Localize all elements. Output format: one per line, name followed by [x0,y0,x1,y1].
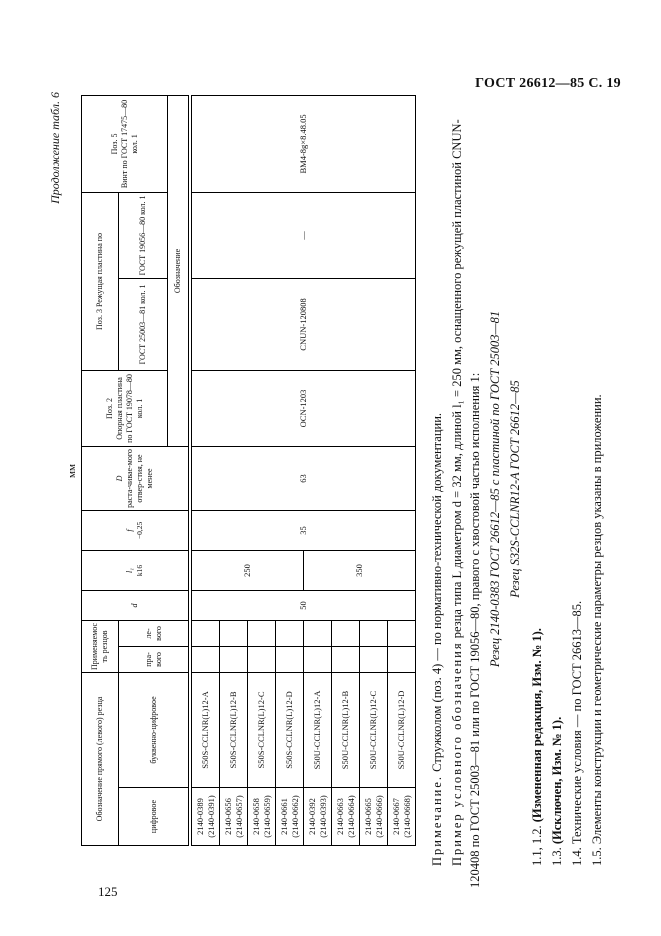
applicability-right-cell [388,646,416,672]
screw-cell: ВМ4-8g×8.48.05 [190,95,416,192]
table-row [190,95,220,845]
code-cell: 2140-0667 (2140-0668) [388,788,416,846]
header-pos5-screw: Поз. 5 Винт по ГОСТ 17475—80 кол. 1 [82,95,168,192]
header-bore-diameter: D раста-чивае-мого отвер-стия, не менее [82,446,191,510]
alpha-cell: S50S-CCLNR(L)12-C [248,672,276,787]
applicability-left-cell [276,620,304,646]
applicability-left-cell [388,620,416,646]
amendment-item: 1.5. Элементы конструкции и геометрические параметры резцов указаны в приложении. [590,394,604,866]
code-cell: 2140-0665 (2140-0666) [360,788,388,846]
alpha-cell: S50U-CCLNR(L)12-B [332,672,360,787]
code-cell: 2140-0392 (2140-0393) [304,788,332,846]
note-paragraph: Примечание. Стружколом (поз. 4) — по нормативно-технической документации. [430,412,444,866]
alpha-cell: S50U-CCLNR(L)12-C [360,672,388,787]
cutter-designation-table [81,95,416,846]
header-applicability-group: Применяемость резцов [82,620,119,672]
example-designation-line2: Резец S32S-CCLNR12-A ГОСТ 26612—85 [507,380,522,598]
example-designation-line1: Резец 2140-0383 ГОСТ 26612—85 с пластиной по ГОСТ 25003—81 [488,310,503,668]
header-alphanumeric: буквенно-цифровое [119,672,191,787]
code-cell: 2140-0656 (2140-0657) [220,788,248,846]
amendment-item: 1.3. (Исключен, Изм. № 1). [549,716,564,866]
applicability-left-cell [248,620,276,646]
applicability-right-cell [276,646,304,672]
header-left-hand: ле-вого [119,620,191,646]
header-l1: l₁ k16 [82,550,191,590]
applicability-right-cell [190,646,220,672]
header-designation-group: Обозначение прямого (левого) резца [82,672,119,845]
header-d: d [82,590,191,620]
alpha-cell: S50U-CCLNR(L)12-D [388,672,416,787]
amendment-item: 1.1, 1.2. (Измененная редакция, Изм. № 1). [529,628,544,866]
applicability-left-cell [220,620,248,646]
rotated-table-block [48,88,630,888]
amendment-items [528,90,607,888]
bore-diameter-value-cell: 63 [190,446,416,510]
header-f: f −0,25 [82,510,191,550]
units-label: мм [66,464,78,478]
header-gost-25003: ГОСТ 25003—81 кол. 1 [119,278,168,370]
code-cell: 2140-0661 (2140-0662) [276,788,304,846]
notes-block [428,90,606,888]
header-designation-subrow: Обозначение [168,95,191,446]
applicability-left-cell [360,620,388,646]
code-cell: 2140-0658 (2140-0659) [248,788,276,846]
l1-value-cell: 350 [304,550,416,590]
header-gost-19056: ГОСТ 19056—80 кол. 1 [119,192,168,278]
example-label: Пример условного обозначения [450,641,465,866]
applicability-right-cell [360,646,388,672]
page-number: 125 [98,884,118,899]
applicability-right-cell [332,646,360,672]
d-value-cell: 50 [190,590,416,620]
support-plate-cell: OCN-1203 [190,370,416,446]
page-header-gost-number: ГОСТ 26612—85 С. 19 [475,76,621,91]
header-row-1 [82,95,119,845]
f-value-cell: 35 [190,510,416,550]
applicability-left-cell [304,620,332,646]
insert-19056-cell: — [190,192,416,278]
example-paragraph: Пример условного обозначения резца типа L диаметром d = 32 мм, длиной l₁ = 250 мм, оснащенного режущей пластиной CNUN-120408 по ГОСТ 25003—81 или по ГОСТ 19056—80, правого с хвостовой частью исполнения 1: [450,119,483,888]
note-label: Примечание. [430,774,444,866]
header-pos3-cutting-insert: Поз. 3 Режущая пластина по [82,192,119,370]
applicability-left-cell [332,620,360,646]
code-cell: 2140-0663 (2140-0664) [332,788,360,846]
applicability-right-cell [304,646,332,672]
alpha-cell: S50U-CCLNR(L)12-A [304,672,332,787]
header-right-hand: пра-вого [119,646,191,672]
l1-value-cell: 250 [190,550,304,590]
table-continuation-label: Продолжение табл. 6 [48,92,62,204]
alpha-cell: S50S-CCLNR(L)12-B [220,672,248,787]
alpha-cell: S50S-CCLNR(L)12-D [276,672,304,787]
alpha-cell: S50S-CCLNR(L)12-A [190,672,220,787]
code-cell: 2140-0389 (2140-0391) [190,788,220,846]
insert-25003-cell: CNUN-120808 [190,278,416,370]
applicability-right-cell [220,646,248,672]
applicability-left-cell [190,620,220,646]
applicability-right-cell [248,646,276,672]
header-pos2-support-plate: Поз. 2 Опорная пластина по ГОСТ 19078—80 кол. 1 [82,370,168,446]
amendment-item: 1.4. Технические условия — по ГОСТ 26613—85. [569,600,584,866]
header-digital: цифровое [119,788,191,846]
